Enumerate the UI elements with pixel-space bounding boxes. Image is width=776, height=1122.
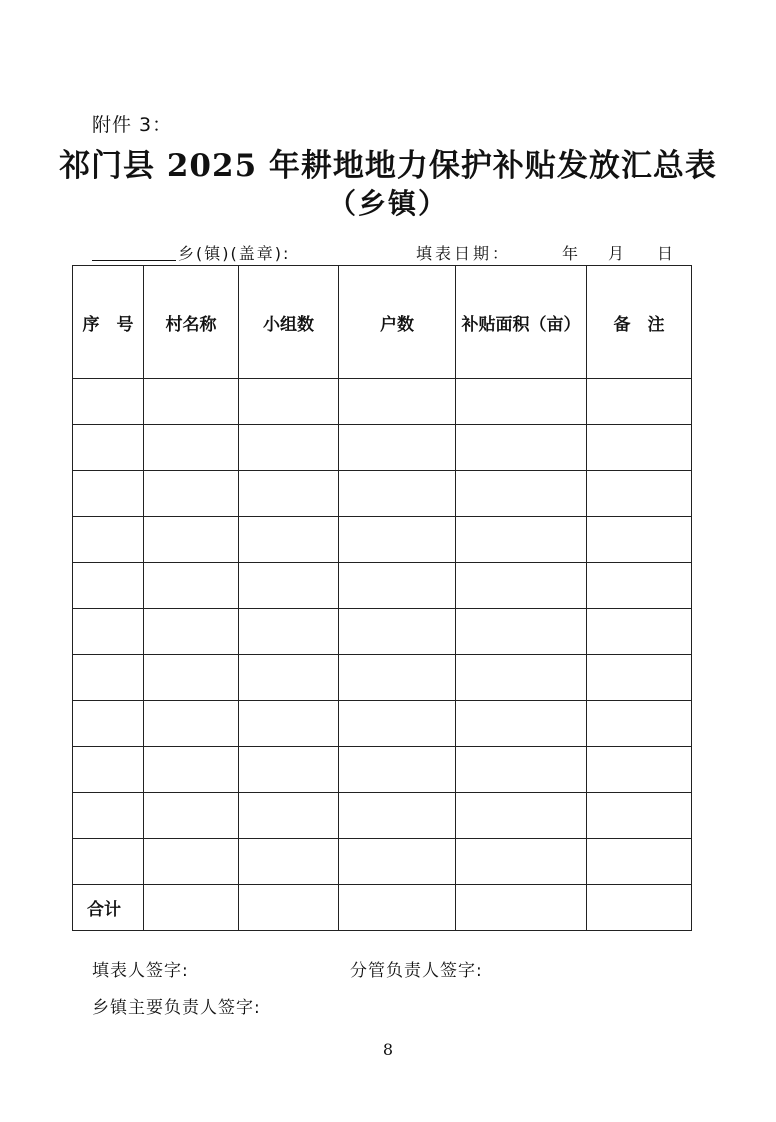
table-cell[interactable]	[339, 609, 456, 655]
table-cell[interactable]	[339, 517, 456, 563]
page-number: 8	[382, 1040, 394, 1059]
township-seal-label: 乡(镇)(盖章):	[178, 244, 291, 263]
table-row	[73, 379, 692, 425]
table-cell[interactable]	[339, 655, 456, 701]
table-cell[interactable]	[239, 747, 339, 793]
table-cell[interactable]	[144, 425, 239, 471]
table-cell[interactable]	[239, 425, 339, 471]
table-cell[interactable]	[144, 747, 239, 793]
table-cell[interactable]	[144, 517, 239, 563]
table-cell[interactable]	[456, 563, 587, 609]
table-cell[interactable]	[339, 793, 456, 839]
table-row	[73, 425, 692, 471]
table-cell[interactable]	[239, 609, 339, 655]
table-cell[interactable]	[456, 471, 587, 517]
filler-signature-label: 填表人签字:	[92, 961, 189, 981]
table-cell[interactable]	[339, 839, 456, 885]
table-cell[interactable]	[239, 701, 339, 747]
table-cell[interactable]	[456, 609, 587, 655]
table-cell[interactable]	[456, 885, 587, 931]
table-cell[interactable]	[456, 517, 587, 563]
table-cell[interactable]	[73, 425, 144, 471]
table-cell[interactable]	[587, 379, 692, 425]
table-cell[interactable]	[339, 885, 456, 931]
table-cell[interactable]	[456, 655, 587, 701]
table-cell[interactable]	[587, 471, 692, 517]
table-cell[interactable]	[73, 747, 144, 793]
table-cell[interactable]	[456, 793, 587, 839]
table-cell[interactable]	[587, 793, 692, 839]
table-cell[interactable]	[456, 839, 587, 885]
fill-date-label: 填表日期：	[416, 244, 512, 263]
document-title: 祁门县 2025 年耕地地力保护补贴发放汇总表	[59, 148, 717, 184]
table-cell[interactable]	[239, 793, 339, 839]
table-row	[73, 747, 692, 793]
table-cell[interactable]	[144, 885, 239, 931]
header-serial-number: 序 号	[73, 266, 144, 379]
table-cell[interactable]	[587, 425, 692, 471]
header-remarks: 备 注	[587, 266, 692, 379]
table-cell[interactable]	[339, 701, 456, 747]
table-header-row	[73, 266, 692, 379]
table-cell[interactable]	[456, 425, 587, 471]
date-month-label: 月	[608, 244, 625, 263]
table-cell[interactable]	[587, 885, 692, 931]
table-cell[interactable]	[456, 379, 587, 425]
table-cell[interactable]	[339, 747, 456, 793]
table-cell[interactable]	[73, 517, 144, 563]
summary-table	[72, 265, 692, 931]
table-cell[interactable]	[73, 471, 144, 517]
table-cell[interactable]	[144, 471, 239, 517]
date-day-label: 日	[657, 244, 674, 263]
table-row	[73, 701, 692, 747]
table-cell[interactable]	[144, 563, 239, 609]
table-cell[interactable]	[587, 563, 692, 609]
table-cell[interactable]	[73, 793, 144, 839]
table-cell[interactable]	[144, 839, 239, 885]
table-row	[73, 839, 692, 885]
table-cell[interactable]	[587, 517, 692, 563]
document-subtitle: （乡镇）	[327, 187, 448, 220]
table-cell[interactable]	[239, 471, 339, 517]
table-row	[73, 563, 692, 609]
table-cell[interactable]	[587, 747, 692, 793]
table-cell[interactable]	[239, 839, 339, 885]
table-cell[interactable]	[73, 655, 144, 701]
table-cell[interactable]	[456, 701, 587, 747]
table-cell[interactable]	[339, 379, 456, 425]
table-cell[interactable]	[144, 609, 239, 655]
table-cell[interactable]	[144, 701, 239, 747]
table-cell[interactable]	[73, 701, 144, 747]
table-cell[interactable]	[339, 425, 456, 471]
table-row	[73, 471, 692, 517]
table-row	[73, 517, 692, 563]
table-cell[interactable]	[73, 379, 144, 425]
table-cell[interactable]	[587, 609, 692, 655]
table-cell[interactable]	[239, 379, 339, 425]
table-cell[interactable]	[239, 885, 339, 931]
table-cell[interactable]	[456, 747, 587, 793]
attachment-label: 附件 3：	[92, 114, 173, 136]
table-row	[73, 609, 692, 655]
table-cell[interactable]	[144, 379, 239, 425]
table-cell[interactable]	[73, 839, 144, 885]
table-cell[interactable]	[587, 655, 692, 701]
supervisor-signature-label: 分管负责人签字:	[350, 961, 483, 981]
table-cell[interactable]	[239, 563, 339, 609]
table-cell[interactable]	[144, 793, 239, 839]
table-cell[interactable]	[587, 701, 692, 747]
total-row	[73, 885, 692, 931]
date-year-label: 年	[562, 244, 579, 263]
header-group-count: 小组数	[239, 266, 339, 379]
table-cell[interactable]	[587, 839, 692, 885]
table-cell[interactable]	[239, 655, 339, 701]
header-household-count: 户数	[339, 266, 456, 379]
total-label: 合计	[73, 885, 144, 931]
principal-signature-label: 乡镇主要负责人签字:	[92, 998, 261, 1018]
table-row	[73, 793, 692, 839]
township-name-blank[interactable]	[92, 260, 176, 261]
table-cell[interactable]	[73, 609, 144, 655]
header-village-name: 村名称	[144, 266, 239, 379]
table-cell[interactable]	[73, 563, 144, 609]
header-subsidy-area: 补贴面积（亩）	[456, 266, 587, 379]
table-cell[interactable]	[339, 471, 456, 517]
table-row	[73, 655, 692, 701]
table-cell[interactable]	[239, 517, 339, 563]
table-cell[interactable]	[339, 563, 456, 609]
fill-line	[92, 240, 692, 264]
table-cell[interactable]	[144, 655, 239, 701]
